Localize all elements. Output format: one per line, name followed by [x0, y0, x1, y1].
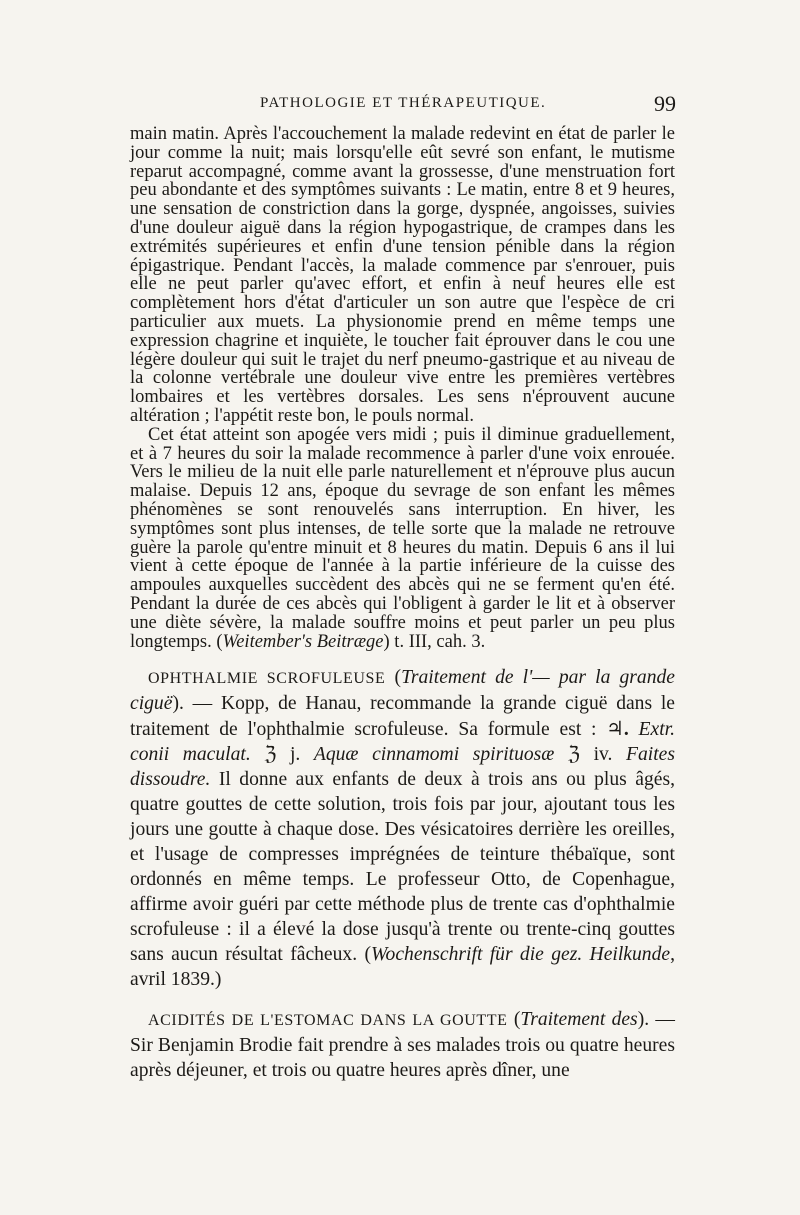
recipe-ingredient: Aquæ cinnamomi spirituosæ	[313, 743, 555, 765]
article-acidites	[130, 1007, 675, 1083]
paragraph-text: main matin. Après l'accouchement la malade redevint en état de parler le jour comme la nuit; mais lorsqu'elle eût sevré son enfant, le mutisme reparut accompagné, comme avant la grossesse, d'une menstruation fort peu abondante et des symptômes suivants : Le matin, entre 8 et 9 heures, une sensation de constriction dans la gorge, dyspnée, angoisses, suivies d'une douleur aiguë dans la région hypogastrique, de crampes dans les extrémités supérieures et enfin d'une tension pénible dans la région épigastrique. Pendant l'accès, la malade commence par s'enrouer, puis elle ne peut parler qu'avec effort, et enfin à neuf heures elle est complètement hors d'état d'articuler un son autre que l'espèce de cri particulier aux muets. La physionomie prend en même temps une expression chagrine et inquiète, le toucher fait éprouver dans le cou une légère douleur qui suit le trajet du nerf pneumo-gastrique et au niveau de la colonne vertébrale une douleur vive entre les premières vertèbres lombaires et les vertèbres dorsales. Les sens n'éprouvent aucune altération ; l'appétit reste bon, le pouls normal.	[130, 124, 675, 426]
recipe-instruction: Faites dissoudre.	[130, 743, 675, 790]
paragraph-text: ). — Kopp, de Hanau, recommande la grande ciguë dans le traitement de l'ophthalmie scrofuleuse. Sa formule est :	[130, 693, 675, 740]
page-number: 99	[654, 91, 676, 116]
paragraph-text: Cet état atteint son apogée vers midi ; puis il diminue graduellement, et à 7 heures du soir la malade recommence à parler d'une voix enrouée. Vers le milieu de la nuit elle parle naturellement et n'éprouve plus aucun malaise. Depuis 12 ans, époque du sevrage de son enfant les mêmes phénomènes se sont renouvelés sans interruption. En hiver, les symptômes sont plus intenses, de telle sorte que la malade ne retrouve guère la parole qu'entre minuit et 8 heures du matin. Depuis 6 ans il lui vient à cette époque de l'année à la partie inférieure de la cuisse des ampoules auxquelles succèdent des abcès qui ne se ferment qu'en été. Pendant la durée de ces abcès qui l'obligent à garder le lit et à observer une diète sévère, la malade souffre moins et peut parler un peu plus longtemps. (	[130, 424, 675, 652]
recipe-symbol: ♃.	[606, 718, 629, 740]
articles-block	[130, 665, 675, 1083]
running-head	[132, 91, 676, 125]
article-subtitle: Traitement des	[520, 1008, 638, 1030]
article-heading: OPHTHALMIE SCROFULEUSE	[148, 670, 386, 688]
source-reference: Weitember's Beitræge	[222, 631, 384, 652]
paragraph-case-evolution	[130, 426, 675, 652]
paragraph-text: (	[507, 1008, 521, 1030]
article-heading: ACIDITÉS DE L'ESTOMAC DANS LA GOUTTE	[148, 1011, 508, 1029]
source-reference: Wochenschrift für die gez. Heilkunde	[371, 944, 671, 966]
paragraph-text: Il donne aux enfants de deux à trois ans ou plus âgés, quatre gouttes de cette solution, trois fois par jour, ajoutant tous les jours une goutte à chaque dose. Des vésicatoires derrière les oreilles, et l'usage de compresses imprégnées de teinture thébaïque, sont ordonnés en même temps. Le professeur Otto, de Copenhague, affirme avoir guéri par cette méthode plus de trente cas d'ophthalmie scrofuleuse : il a élevé la dose jusqu'à trente ou trente-cinq gouttes sans aucun résultat fâcheux. (	[130, 768, 675, 966]
recipe-ingredient: Extr. conii maculat.	[130, 718, 676, 765]
recipe-dose: ℨ iv.	[554, 743, 627, 765]
running-title: PATHOLOGIE ET THÉRAPEUTIQUE.	[260, 95, 547, 111]
case-report-block	[130, 125, 675, 651]
article-subtitle: Traitement de l'— par la grande ciguë	[130, 667, 675, 715]
paragraph-text: (	[385, 667, 402, 689]
article-ophthalmie	[130, 665, 675, 992]
paragraph-text: ) t. III, cah. 3.	[383, 631, 486, 652]
paragraph-text: , avril 1839.)	[130, 944, 675, 991]
recipe-dose: ℨ j.	[250, 743, 314, 765]
paragraph-text: ). — Sir Benjamin Brodie fait prendre à ses malades trois ou quatre heures après déjeuner, et trois ou quatre heures après dîner, une	[130, 1008, 675, 1081]
paragraph-case-continuation	[130, 125, 675, 426]
body-text	[130, 125, 675, 1083]
